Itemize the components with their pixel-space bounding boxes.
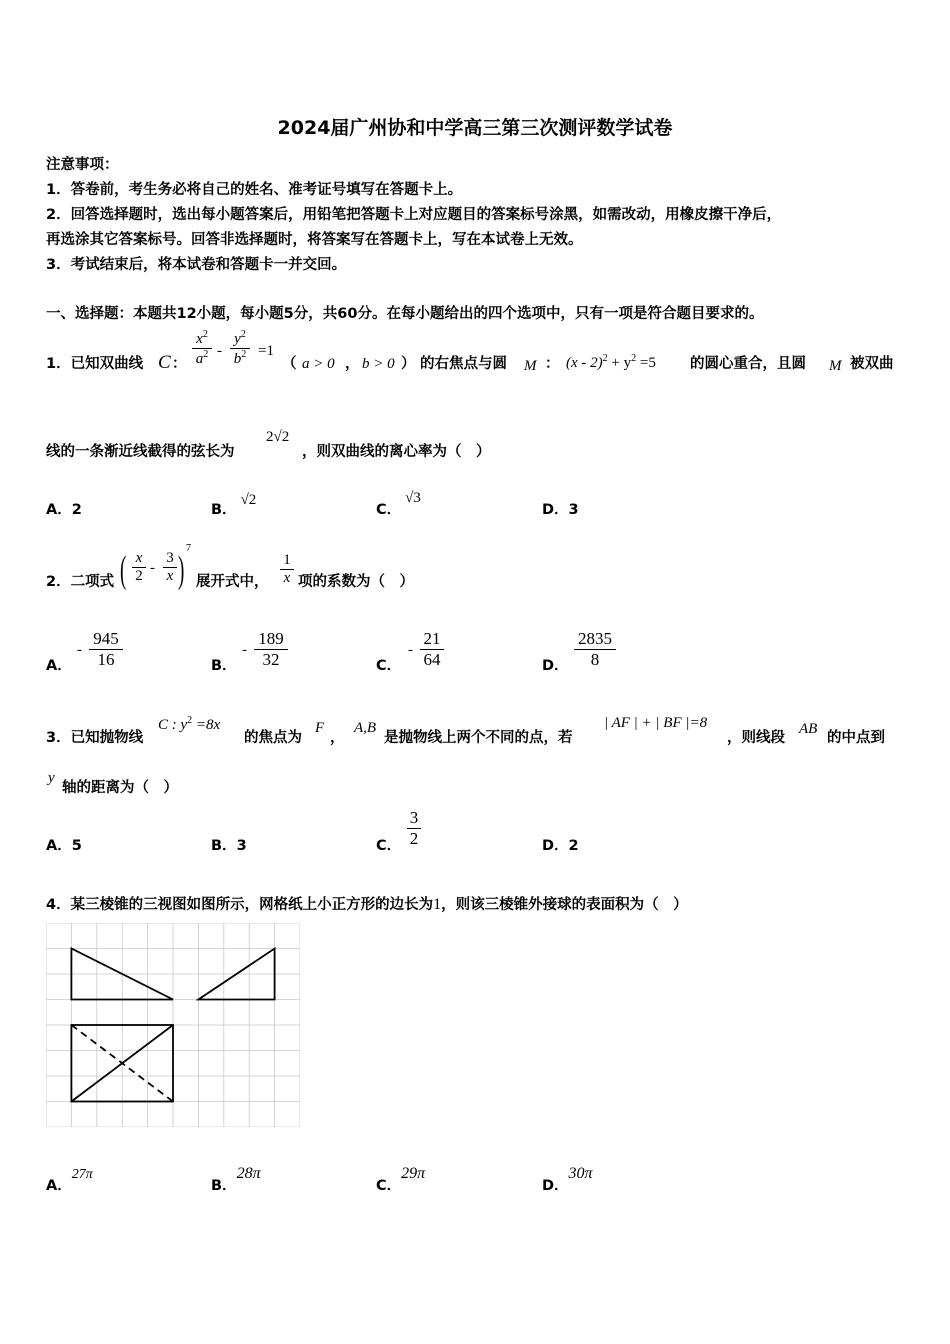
q1-var-C: C [158, 352, 171, 373]
q3-option-d[interactable]: D．2 [542, 838, 579, 854]
q1-option-b[interactable]: B．√2 [211, 492, 257, 518]
q2-frac-x-2: $\frac{x}{2}$ [132, 550, 146, 585]
q2-option-b-frac[interactable]: $\frac{189}{32}$ [254, 629, 288, 670]
q2-paren-left: ( [120, 549, 127, 591]
q3-text: ， [330, 730, 345, 746]
q2-frac-1-x: $\frac{1}{x}$ [280, 552, 294, 587]
q1-stem: 1．已知双曲线 [46, 356, 144, 372]
q1-cond-open: （ [282, 356, 297, 372]
q3-condition: | AF | + | BF |=8 [604, 715, 708, 731]
q1-cond-b: b > 0 [362, 356, 395, 372]
q2-option-d-label[interactable]: D． [542, 658, 569, 674]
q2-exponent: 7 [186, 543, 191, 554]
q2-option-b-sign: - [242, 642, 247, 658]
q3-option-c-label[interactable]: C． [376, 838, 402, 854]
q2-option-c-sign: - [408, 642, 413, 658]
q2-option-b-label[interactable]: B． [211, 658, 237, 674]
q4-option-a[interactable]: A．27π [46, 1167, 93, 1194]
q2-option-a-frac[interactable]: $\frac{945}{16}$ [89, 629, 123, 670]
page-title: 2024届广州协和中学高三第三次测评数学试卷 [277, 117, 673, 139]
q2-option-c-label[interactable]: C． [376, 658, 402, 674]
q3-var-F: F [315, 720, 325, 736]
notice-item: 1．答卷前，考生务必将自己的姓名、准考证号填写在答题卡上。 [46, 182, 463, 198]
q3-option-b[interactable]: B．3 [211, 838, 247, 854]
q3-var-y: y [48, 770, 55, 786]
q2-option-a-label[interactable]: A． [46, 658, 72, 674]
q3-text: ，则线段 [727, 730, 785, 746]
notice-item: 3．考试结束后，将本试卷和答题卡一并交回。 [46, 257, 347, 273]
q1-var-M: M [524, 358, 537, 374]
q2-text: 项的系数为（ ） [298, 574, 414, 590]
q3-var-AB: A,B [354, 720, 377, 736]
q3-option-c-frac[interactable]: $\frac{3}{2}$ [407, 808, 421, 849]
q1-circle: $(x - 2)^2 + y^2 =5$ [566, 353, 656, 371]
q3-option-a[interactable]: A．5 [46, 838, 82, 854]
q1-text: ： [545, 356, 560, 372]
notice-item: 2．回答选择题时，选出每小题答案后，用铅笔把答题卡上对应题目的答案标号涂黑，如需改动，用橡皮擦干净后， [46, 207, 782, 223]
q1-frac-y2-b2: $\frac{y^2}{b^2}$ [230, 329, 250, 368]
q1-chord: 2√2 [266, 429, 290, 445]
section-heading: 一、选择题：本题共12小题，每小题5分，共60分。在每小题给出的四个选项中，只有一项是符合题目要求的。 [46, 306, 764, 322]
notice-heading: 注意事项： [46, 157, 119, 173]
q1-eq1: =1 [258, 343, 274, 359]
q1-text: 的右焦点与圆 [420, 356, 507, 372]
q1-colon: ： [172, 356, 187, 372]
q1-frac-x2-a2: $\frac{x^2}{a^2}$ [192, 329, 212, 368]
q1-option-a[interactable]: A．2 [46, 502, 82, 518]
q2-frac-3-x: $\frac{3}{x}$ [163, 550, 177, 585]
q3-text: 轴的距离为（ ） [62, 780, 178, 796]
q1-text: 被双曲 [850, 356, 894, 372]
q4-option-c[interactable]: C．29π [376, 1165, 426, 1194]
q3-text: 的中点到 [827, 730, 885, 746]
q1-cond-sep: ， [345, 356, 360, 372]
q1-minus: - [217, 343, 222, 359]
q4-option-b[interactable]: B．28π [211, 1165, 261, 1194]
q2-minus: - [150, 560, 155, 576]
q3-var-AB: AB [799, 721, 818, 737]
q1-cond-a: a > 0 [302, 356, 335, 372]
q4-option-d[interactable]: D．30π [542, 1165, 593, 1194]
q2-text: 展开式中， [196, 574, 269, 590]
q1-cond-close: ） [401, 356, 416, 372]
q1-option-d[interactable]: D．3 [542, 502, 579, 518]
q1-text: 线的一条渐近线截得的弦长为 [46, 444, 235, 460]
q3-stem: 3．已知抛物线 [46, 730, 144, 746]
q4-stem: 4．某三棱锥的三视图如图所示，网格纸上小正方形的边长为1，则该三棱锥外接球的表面积为（ ） [46, 896, 688, 913]
q1-var-M: M [829, 358, 842, 374]
q2-option-c-frac[interactable]: $\frac{21}{64}$ [420, 629, 444, 670]
three-view-figure [46, 923, 300, 1127]
q3-text: 的焦点为 [244, 730, 302, 746]
q1-text: ，则双曲线的离心率为（ ） [302, 444, 491, 460]
q2-paren-right: ) [178, 549, 185, 591]
q2-stem: 2．二项式 [46, 574, 115, 590]
q3-parabola: C : $y^2 =8x$ [158, 715, 221, 733]
q1-text: 的圆心重合，且圆 [690, 356, 806, 372]
notice-item: 再选涂其它答案标号。回答非选择题时，将答案写在答题卡上，写在本试卷上无效。 [46, 232, 583, 248]
q2-option-a-sign: - [77, 642, 82, 658]
q1-option-c[interactable]: C．√3 [376, 490, 421, 518]
q3-text: 是抛物线上两个不同的点，若 [384, 730, 573, 746]
q2-option-d-frac[interactable]: $\frac{2835}{8}$ [574, 629, 616, 670]
